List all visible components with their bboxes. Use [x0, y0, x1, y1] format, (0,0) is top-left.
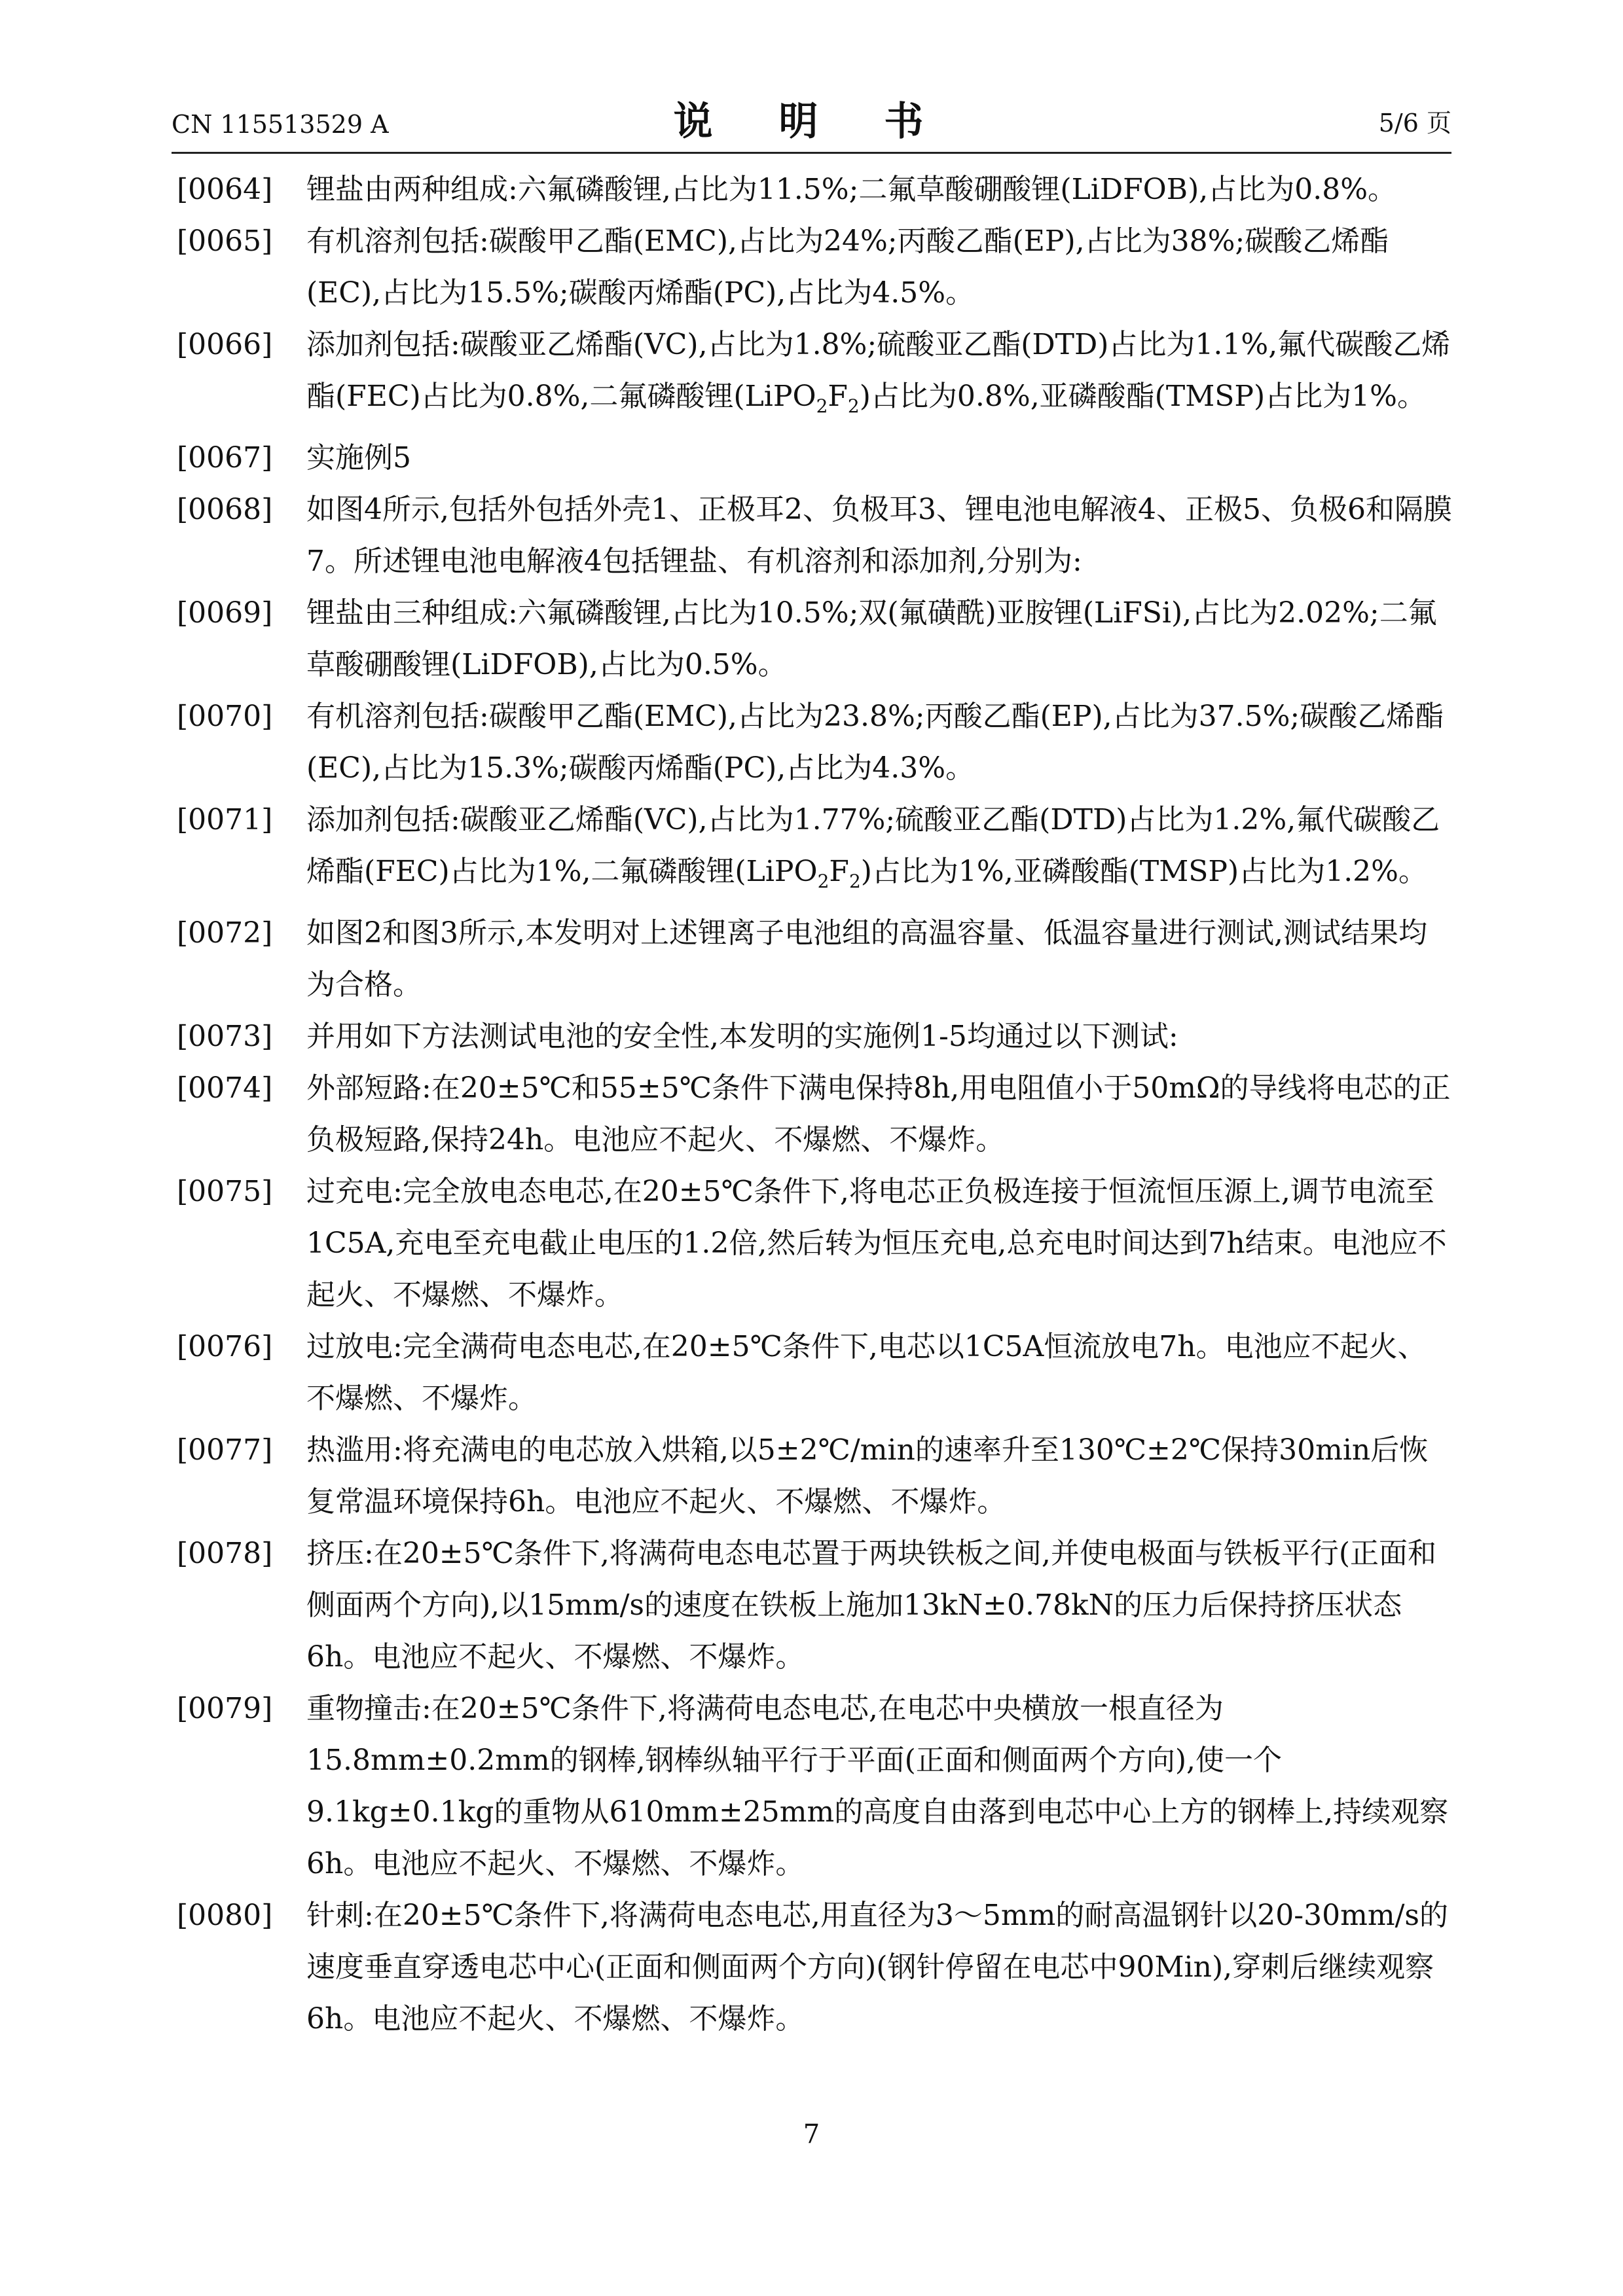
- paragraph-number: [0076]: [177, 1330, 273, 1363]
- paragraph-number: [0071]: [177, 803, 273, 836]
- subscript: 2: [816, 395, 828, 417]
- paragraph-number: [0068]: [177, 493, 273, 526]
- paragraph-text: )占比为0.8%,亚磷酸酯(TMSP)占比为1%。: [859, 380, 1426, 413]
- paragraph-number: [0070]: [177, 700, 273, 733]
- paragraph-text: 有机溶剂包括:碳酸甲乙酯(EMC),占比为24%;丙酸乙酯(EP),占比为38%;碳酸乙烯酯(EC),占比为15.5%;碳酸丙烯酯(PC),占比为4.5%。: [306, 224, 1389, 310]
- paragraph-text: 重物撞击:在20±5℃条件下,将满荷电态电芯,在电芯中央横放一根直径为15.8mm±0.2mm的钢棒,钢棒纵轴平行于平面(正面和侧面两个方向),使一个9.1kg±0.1kg的重物从610mm±25mm的高度自由落到电芯中心上方的钢棒上,持续观察6h。电池应不起火、不爆燃、不爆炸。: [306, 1692, 1449, 1880]
- paragraph-number: [0079]: [177, 1692, 273, 1725]
- paragraph-0080: [177, 1890, 1452, 2045]
- publication-number: CN 115513529 A: [172, 110, 389, 139]
- paragraph-0066: [177, 319, 1452, 432]
- paragraph-0077: [177, 1424, 1452, 1528]
- paragraph-number: [0078]: [177, 1537, 273, 1570]
- subscript: 2: [817, 870, 830, 892]
- paragraph-text: 针刺:在20±5℃条件下,将满荷电态电芯,用直径为3～5mm的耐高温钢针以20-30mm/s的速度垂直穿透电芯中心(正面和侧面两个方向)(钢针停留在电芯中90Min),穿刺后继续观察6h。电池应不起火、不爆燃、不爆炸。: [306, 1899, 1448, 2036]
- paragraph-0075: [177, 1166, 1452, 1321]
- paragraph-text: )占比为1%,亚磷酸酯(TMSP)占比为1.2%。: [860, 855, 1427, 888]
- section-heading: 实施例5: [306, 441, 411, 475]
- paragraph-text: 挤压:在20±5℃条件下,将满荷电态电芯置于两块铁板之间,并使电极面与铁板平行(正面和侧面两个方向),以15mm/s的速度在铁板上施加13kN±0.78kN的压力后保持挤压状态6h。电池应不起火、不爆燃、不爆炸。: [306, 1537, 1437, 1674]
- paragraph-0065: [177, 215, 1452, 319]
- paragraph-number: [0064]: [177, 173, 273, 206]
- paragraph-0069: [177, 587, 1452, 691]
- paragraph-number: [0075]: [177, 1175, 273, 1208]
- subscript: 2: [848, 870, 861, 892]
- paragraph-text: F: [828, 380, 848, 413]
- paragraph-text: 锂盐由三种组成:六氟磷酸锂,占比为10.5%;双(氟磺酰)亚胺锂(LiFSi),占比为2.02%;二氟草酸硼酸锂(LiDFOB),占比为0.5%。: [306, 596, 1437, 681]
- header-rule: [172, 152, 1451, 154]
- page-indicator: 5/6 页: [1378, 109, 1451, 137]
- paragraph-text: 锂盐由两种组成:六氟磷酸锂,占比为11.5%;二氟草酸硼酸锂(LiDFOB),占比为0.8%。: [306, 173, 1397, 206]
- paragraph-0076: [177, 1321, 1452, 1424]
- paragraph-text: 如图2和图3所示,本发明对上述锂离子电池组的高温容量、低温容量进行测试,测试结果均为合格。: [306, 916, 1427, 1001]
- paragraph-0071: [177, 794, 1452, 907]
- paragraph-number: [0074]: [177, 1071, 273, 1105]
- paragraph-number: [0066]: [177, 328, 273, 361]
- paragraph-text: 过充电:完全放电态电芯,在20±5℃条件下,将电芯正负极连接于恒流恒压源上,调节电流至1C5A,充电至充电截止电压的1.2倍,然后转为恒压充电,总充电时间达到7h结束。电池应不起火、不爆燃、不爆炸。: [306, 1175, 1447, 1312]
- paragraph-0070: [177, 691, 1452, 794]
- paragraph-text: 外部短路:在20±5℃和55±5℃条件下满电保持8h,用电阻值小于50mΩ的导线将电芯的正负极短路,保持24h。电池应不起火、不爆燃、不爆炸。: [306, 1071, 1451, 1157]
- paragraph-0073: [177, 1011, 1452, 1062]
- paragraph-number: [0072]: [177, 916, 273, 950]
- paragraph-0067: [177, 432, 1452, 484]
- paragraph-text: 添加剂包括:碳酸亚乙烯酯(VC),占比为1.8%;硫酸亚乙酯(DTD)占比为1.1%,氟代碳酸乙烯酯(FEC)占比为0.8%,二氟磷酸锂(LiPO: [306, 328, 1451, 413]
- paragraph-0064: [177, 164, 1452, 215]
- page-header: [172, 98, 1451, 151]
- paragraph-number: [0069]: [177, 596, 273, 630]
- paragraph-text: 过放电:完全满荷电态电芯,在20±5℃条件下,电芯以1C5A恒流放电7h。电池应不起火、不爆燃、不爆炸。: [306, 1330, 1427, 1415]
- paragraph-number: [0077]: [177, 1433, 273, 1467]
- paragraph-number: [0065]: [177, 224, 273, 258]
- paragraph-0072: [177, 907, 1452, 1011]
- paragraph-number: [0080]: [177, 1899, 273, 1932]
- paragraph-text: 添加剂包括:碳酸亚乙烯酯(VC),占比为1.77%;硫酸亚乙酯(DTD)占比为1.2%,氟代碳酸乙烯酯(FEC)占比为1%,二氟磷酸锂(LiPO: [306, 803, 1440, 888]
- paragraph-0079: [177, 1683, 1452, 1890]
- paragraph-0078: [177, 1528, 1452, 1683]
- paragraph-number: [0073]: [177, 1020, 273, 1053]
- paragraph-0074: [177, 1062, 1452, 1166]
- paragraph-0068: [177, 484, 1452, 587]
- document-title: 说 明 书: [673, 99, 950, 145]
- paragraph-text: 如图4所示,包括外包括外壳1、正极耳2、负极耳3、锂电池电解液4、正极5、负极6和隔膜7。所述锂电池电解液4包括锂盐、有机溶剂和添加剂,分别为:: [306, 493, 1452, 578]
- paragraph-text: 并用如下方法测试电池的安全性,本发明的实施例1-5均通过以下测试:: [306, 1020, 1178, 1053]
- paragraph-text: 有机溶剂包括:碳酸甲乙酯(EMC),占比为23.8%;丙酸乙酯(EP),占比为37.5%;碳酸乙烯酯(EC),占比为15.3%;碳酸丙烯酯(PC),占比为4.3%。: [306, 700, 1444, 785]
- paragraph-text: F: [829, 855, 849, 888]
- subscript: 2: [847, 395, 860, 417]
- document-body: [177, 164, 1452, 2045]
- paragraph-text: 热滥用:将充满电的电芯放入烘箱,以5±2℃/min的速率升至130℃±2℃保持30min后恢复常温环境保持6h。电池应不起火、不爆燃、不爆炸。: [306, 1433, 1429, 1518]
- paragraph-number: [0067]: [177, 441, 273, 475]
- page-number: 7: [803, 2119, 820, 2149]
